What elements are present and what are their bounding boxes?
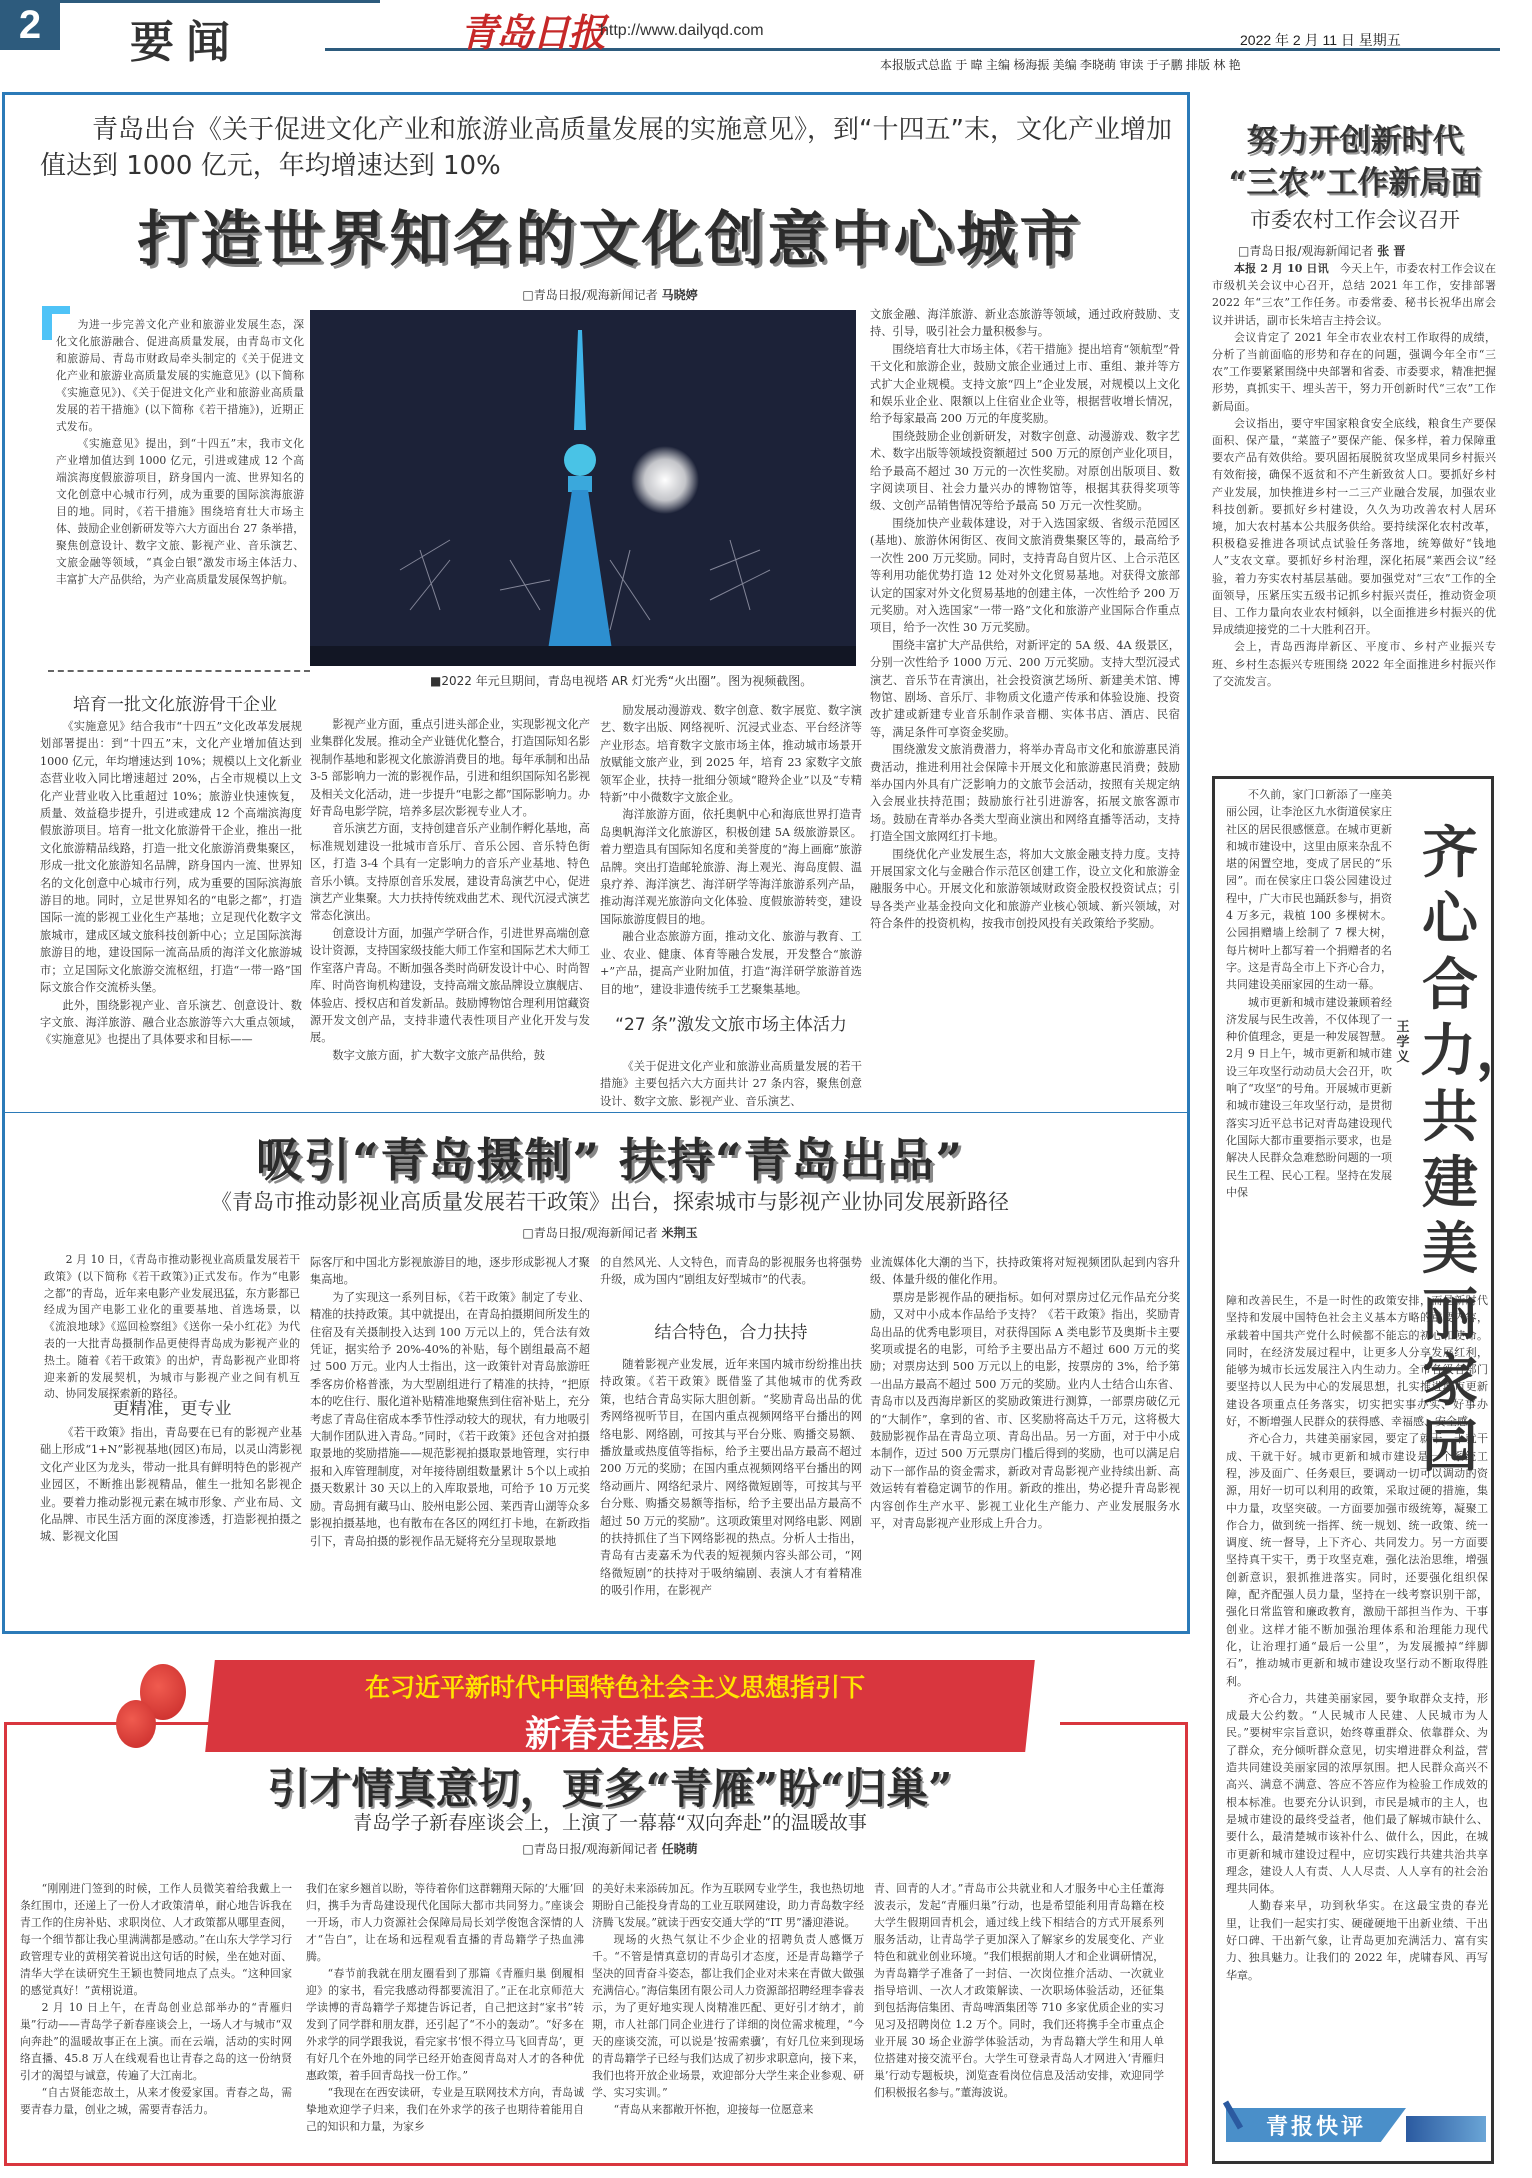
main-subhead-1: 培育一批文化旅游骨干企业 bbox=[73, 695, 277, 715]
newspaper-logo: 青岛日报 bbox=[460, 10, 605, 55]
tv-tower-image bbox=[310, 310, 856, 666]
film-headline: 吸引“青岛摄制” 扶持“青岛出品” bbox=[256, 1133, 964, 1187]
commentary-col-bottom: 障和改善民生，不是一时性的政策安排，而是新时代坚持和发展中国特色社会主义基本方略的重要内容，承载着中国共产党什么时候都不能忘的初心和使命。同时，在经济发展过程中，让更多人分享发展红利，能够为城市长远发展注入内生动力。全市各级各部门要坚持以人民为中心的发展思想，扎实推进城市更新建设各项重点任务落实，切实把实事办实、好事办好，不断增强人民群众的获得感、幸福感、安全感。 齐心合力，共建美丽家园，要定了就干、干就干成、干就干好。城市更新和城市建设是一个系统工程，涉及面广、任务艰巨，要调动一切可以调动的资源，用好一切可以利用的政策，采取过硬的措施，集中力量，攻坚突破。一方面要加强市级统筹，凝聚工作合力，做到统一指挥、统一规划、统一政策、统一调度、统一督导，上下齐心、共同发力。另一方面要坚持真干实干，勇于攻坚克难，强化法治思维，增强创新意识，狠抓推进落实。同时，还要强化组织保障，配齐配强人员力量，坚持在一线考察识别干部，强化日常监管和廉政教育，激励干部担当作为、干事创业。这样才能不断加强治理体系和治理能力现代化，让治理打通“最后一公里”，为发展搬掉“绊脚石”，推动城市更新和城市建设攻坚行动不断取得胜利。 齐心合力，共建美丽家园，要争取群众支持，形成最大公约数。“人民城市人民建、人民城市为人民。”要树牢宗旨意识，始终尊重群众、依靠群众、为了群众，充分倾听群众意见，切实增进群众利益，营造共同建设美丽家园的浓厚氛围。把人民群众高兴不高兴、满意不满意、答应不答应作为检验工作成效的根本标准。也要充分认识到，市民是城市的主人，也是城市建设的最终受益者，他们最了解城市缺什么、要什么，最清楚城市该补什么、做什么，因此，在城市更新和城市建设过程中，应切实践行共建共治共享理念，建设人人有责、人人尽责、人人享有的社会治理共同体。 人勤春来早，功到秋华实。在这最宝贵的春光里，让我们一起实打实、硬碰硬地干出新业绩、干出好口碑、干出新气象，让青岛更加充满活力、富有实力、独具魅力。让我们的 2022 年，虎啸春风、再写华章。 bbox=[1226, 1294, 1488, 1982]
commentary-title: 齐心合力，共建美丽家园 bbox=[1420, 820, 1532, 1480]
commentary-col-top: 不久前，家门口新添了一座美丽公园，让李沧区九水街道侯家庄社区的居民很感惬意。在城市更新和城市建设中，这里由原来杂乱不堪的闲置空地，变成了居民的“乐园”。而在侯家庄口袋公园建设过程中，广大市民也踊跃参与，捐资 4 万多元，栽植 100 多棵树木。公园捐赠墙上绘制了 7 棵大树，每片树叶上都写着一个捐赠者的名字。这是青岛全市上下齐心合力，共同建设美丽家园的生动一幕。 城市更新和城市建设兼顾着经济发展与民生改善，不仅体现了一种价值理念，更是一种发展智慧。2月 9 日上午，城市更新和城市建设三年攻坚行动动员大会召开，吹响了“攻坚”的号角。开展城市更新和城市建设三年攻坚行动，是贯彻落实习近平总书记对青岛建设现代化国际大都市重要指示要求，也是解决人民群众急难愁盼问题的一项民生工程、民心工程。坚持在发展中保 bbox=[1226, 788, 1392, 1199]
main-headline: 打造世界知名的文化创意中心城市 bbox=[137, 205, 1083, 275]
agri-byline: □青岛日报/观海新闻记者 张 晋 bbox=[1238, 244, 1406, 258]
main-subhead-2: “27 条”激发文旅市场主体活力 bbox=[615, 1015, 847, 1035]
page-number: 2 bbox=[0, 0, 60, 50]
main-col-2: 影视产业方面，重点引进头部企业，实现影视文化产业集群化发展。推动全产业链优化整合，打造国际知名影视制作基地和影视文化旅游消费目的地。每年承制和出品 3-5 部影响力一流的影视作品，引进和组织国际知名影视及相关文化活动，进一步提升“电影之都”国际影响力。办好青岛电影学院，培养多层次影视专业人才。 音乐演艺方面，支持创建音乐产业制作孵化基地，高标准规划建设一批城市音乐厅、音乐公园、音乐特色街区，打造 3-4 个具有一定影响力的音乐产业基地、特色音乐小镇。支持原创音乐发展，建设青岛演艺中心，促进演艺产业集聚。大力扶持传统戏曲艺术、现代沉浸式演艺常态化演出。 创意设计方面，加强产学研合作，引进世界高端创意设计资源，支持国家级技能大师工作室和国际艺术大师工作室落户青岛。不断加强各类时尚研发设计中心、时尚智库、时尚咨询机构建设，支持高端文旅品牌设立旗舰店、体验店、授权店和首发新品。鼓励博物馆合理利用馆藏资源开发文创产品，支持非遗代表性项目产业化开发与发展。 数字文旅方面，扩大数字文旅产品供给，鼓 bbox=[310, 718, 590, 1062]
masthead-rule bbox=[140, 0, 380, 3]
talent-col-4: 青、回青的人才。”青岛市公共就业和人才服务中心主任董海波表示，发起“青雁归巢”行动，也是希望能利用青岛籍在校大学生假期回青机会，通过线上线下相结合的方式开展系列服务活动，让青岛学子更加深入了解家乡的发展变化、产业特色和就业创业环境。“我们根据前期人才和企业调研情况，为青岛籍学子准备了一封信、一次岗位推介活动、一次就业指导培训、一次人才政策解读、一次职场体验活动，还征集到包括海信集团、青岛啤酒集团等 710 多家优质企业的实习见习及招聘岗位 1.2 万个。同时，我们还将携手全市重点企业开展 30 场企业游学体验活动，为青岛籍大学生和用人单位搭建对接交流平台。大学生可登录青岛人才网进入‘青雁归巢’行动专题板块，浏览查看岗位信息及活动安排，欢迎同学们积极报名参与。”董海波说。 bbox=[874, 1882, 1164, 2099]
talent-col-1: “刚刚进门签到的时候，工作人员微笑着给我戴上一条红围巾，还递上了一份人才政策清单，耐心地告诉我在青工作的住房补贴、求职岗位、人才政策都从哪里查阅，每一个细节都让我心里满满都是感动。”在山东大学学习行政管理专业的黄栩笑着说出这句话的时候，坐在她对面、清华大学在读研究生王颖也赞同地点了点头。“这种回家的感觉真好！”黄栩说道。 2 月 10 日上午，在青岛创业总部举办的“青雁归巢”行动——青岛学子新春座谈会上，一场人才与城市“双向奔赴”的温暖故事正在上演。而在云端，活动的实时网络直播、45.8 万人在线观看也让青春之岛的这一份纳贤引才的渴望与诚意，传遍了大江南北。 “自古贤能恋故土，从来才俊爱家国。青春之岛，需要青春力量，创业之城，需要青春活力。 bbox=[20, 1882, 292, 2116]
talent-headline: 引才情真意切，更多“青雁”盼“归巢” bbox=[267, 1764, 953, 1813]
column-logo-text: 青报快评 bbox=[1266, 2114, 1367, 2140]
lantern-icon bbox=[116, 1700, 156, 1748]
main-byline: □青岛日报/观海新闻记者 马晓婷 bbox=[522, 288, 698, 302]
agri-body: 本报 2 月 10 日讯 今天上午，市委农村工作会议在市级机关会议中心召开，总结 2021 年工作，安排部署 2022 年“三农”工作任务。市委常委、秘书长祝华出席会议并讲话，副市长朱培吉主持会议。 会议肯定了 2021 年全市农业农村工作取得的成绩，分析了当前面临的形势和存在的问题，强调今年全市“三农”工作要紧紧围绕中央部署和省委、市委要求，精准把握形势，真抓实干、埋头苦干，努力开创新时代“三农”工作新局面。 会议指出，要守牢国家粮食安全底线，粮食生产要保面积、保产量，“菜篮子”要保产能、保多样，着力保障重要农产品有效供给。要巩固拓展脱贫攻坚成果同乡村振兴有效衔接，确保不返贫和不产生新致贫人口。要抓好乡村产业发展，加快推进乡村一二三产业融合发展，加强农业科技创新。要抓好乡村建设，久久为功改善农村人居环境，加大农村基本公共服务供给。要持续深化农村改革，积极稳妥推进各项试点试验任务落地，统筹做好“钱地人”支农文章。要抓好乡村治理，深化拓展“莱西会议”经验，着力夯实农村基层基础。要加强党对“三农”工作的全面领导，压紧压实五级书记抓乡村振兴责任，推动资金项目、工作力量向农业农村倾斜，以全面推进乡村振兴的优异成绩迎接党的二十大胜利召开。 会上，青岛西海岸新区、平度市、乡村产业振兴专班、乡村生态振兴专班围绕 2022 年全面推进乡村振兴作了交流发言。 bbox=[1212, 262, 1497, 688]
divider bbox=[48, 670, 310, 672]
main-col-3: 励发展动漫游戏、数字创意、数字展览、数字演艺、数字出版、网络视听、沉浸式业态、平台经济等产业形态。培育数字文旅市场主体，推动城市场景开放赋能文旅产业，到 2025 年，培育 23 家数字文旅领军企业，扶持一批细分领域“瞪羚企业”以及“专精特新”中小微数字文旅企业。 海洋旅游方面，依托奥帆中心和海底世界打造青岛奥帆海洋文化旅游区，积极创建 5A 级旅游景区。着力塑造具有国际知名度和美誉度的“海上画廊”旅游品牌。突出打造邮轮旅游、海上观光、海岛度假、温泉疗养、海洋演艺、海洋研学等海洋旅游系列产品，推动海洋观光旅游向文化体验、度假旅游转变，建设国际旅游度假目的地。 融合业态旅游方面，推动文化、旅游与教育、工业、农业、健康、体育等融合发展，开发整合“旅游+”产品，提高产业附加值，打造“海洋研学旅游首选目的地”，建设非遗传统手工艺聚集基地。 bbox=[600, 704, 862, 996]
newspaper-url[interactable]: http://www.dailyqd.com bbox=[600, 22, 764, 39]
agri-headline: 努力开创新时代 “三农”工作新局面 bbox=[1228, 123, 1482, 201]
film-col-2: 际客厅和中国北方影视旅游目的地，逐步形成影视人才聚集高地。 为了实现这一系列目标，《若干政策》制定了专业、精准的扶持政策。其中就提出，在青岛拍摄期间所发生的住宿及有关摄制投入达到 100 万元以上的，凭合法有效凭证，据实给予 20%-40%的补贴，每个剧组最高不超过 500 万元。业内人士指出，这一政策针对青岛旅游旺季客房价格普涨，为大型剧组进行了精准的扶持，“把原本的吃住行、服化道补贴精准地聚焦到住宿补贴上，充分考虑了青岛住宿成本季节性浮动较大的现状，有力地吸引大制作团队进入青岛。”同时，《若干政策》还包含对拍摄取景地的奖励措施——规范影视拍摄取景地管理，实行申报和入库管理制度，对年接待剧组数量累计 5个以上或拍摄天数累计 30 天以上的入库取景地，可给予 10 万元奖励。青岛拥有藏马山、胶州电影公园、莱西青山湖等众多影视拍摄基地，也有散布在各区的网红打卡地，在新政指引下，青岛拍摄的影视作品无疑将充分呈现取景地 bbox=[310, 1256, 590, 1548]
section-title: 要闻 bbox=[130, 17, 242, 68]
banner-subtitle: 新春走基层 bbox=[524, 1713, 705, 1755]
main-lead: 为进一步完善文化产业和旅游业发展生态，深化文化旅游融合、促进高质量发展，由青岛市文化和旅游局、青岛市财政局牵头制定的《关于促进文化产业和旅游业高质量发展的实施意见》(以下简称《实施意见》)、《关于促进文化产业和旅游业高质量发展的若干措施》(以下简称《若干措施》)，近期正式发布。 《实施意见》提出，到“十四五”末，我市文化产业增加值达到 1000 亿元，引进或建成 12 个高端滨海度假旅游项目，跻身国内一流、世界知名的文化创意中心城市行列，成为重要的国际滨海旅游目的地。同时，《若干措施》围绕培育壮大市场主体、鼓励企业创新研发等六大方面出台 27 条举措，聚焦创意设计、数字文旅、影视产业、音乐演艺、文旅金融等领域，“真金白银”激发市场主体活力、丰富扩大产品供给，为产业高质量发展保驾护航。 bbox=[56, 318, 304, 586]
film-byline: □青岛日报/观海新闻记者 米荆玉 bbox=[522, 1226, 698, 1240]
main-col-1: 《实施意见》结合我市“十四五”文化改革发展规划部署提出：到“十四五”末，文化产业增加值达到 1000 亿元，年均增速达到 10%；规模以上文化新业态营业收入同比增速超过 20%，占全市规模以上文化产业营业收入比重超过 10%；旅游业快速恢复，质量、效益稳步提升，引进或建成 12 个高端滨海度假旅游项目。培育一批文化旅游骨干企业，推出一批文化旅游精品线路，打造一批文化旅游消费集聚区，形成一批文化旅游知名品牌，跻身国内一流、世界知名的文化创意中心城市行列，成为重要的国际滨海旅游目的地。同时，立足世界知名的“电影之都”，打造国际一流的影视工业化生产基地；立足现代化数字文旅城市，建成区域文旅科技创新中心；立足国际滨海旅游目的地，建设国际一流高品质的海洋文化旅游城市；立足国际文化旅游交流枢纽，打造“一带一路”国际文旅合作交流桥头堡。 此外，围绕影视产业、音乐演艺、创意设计、数字文旅、海洋旅游、融合业态旅游等六大重点领域，《实施意见》也提出了具体要求和目标—— bbox=[40, 720, 302, 1047]
staff-credits: 本报版式总监 于 暐 主编 杨海振 美编 李晓萌 审读 于子鹏 排版 林 艳 bbox=[880, 58, 1241, 72]
issue-date: 2022 年 2 月 11 日 星期五 bbox=[1240, 32, 1401, 48]
column-logo bbox=[1226, 2100, 1486, 2142]
agri-dateline: 本报 2 月 10 日讯 bbox=[1234, 262, 1329, 275]
agri-subtitle: 市委农村工作会议召开 bbox=[1250, 208, 1460, 232]
banner-title: 在习近平新时代中国特色社会主义思想指引下 bbox=[364, 1673, 865, 1702]
talent-byline: □青岛日报/观海新闻记者 任晓萌 bbox=[522, 1842, 698, 1856]
film-lead: 2 月 10 日，《青岛市推动影视业高质量发展若干政策》(以下简称《若干政策》)正式发布。作为“电影之都”的青岛，近年来电影产业发展迅猛，东方影都已经成为国产电影工业化的重要基地、首选场景，以《流浪地球》《巡回检察组》《送你一朵小红花》为代表的一大批青岛摄制作品更使得青岛成为影视产业的热土。随着《若干政策》的出炉，青岛影视产业即将迎来新的发展契机，为城市与影视产业之间有机互动、协同发展探索新的路径。 bbox=[44, 1253, 300, 1401]
film-col-3a: 的自然风光、人文特色，而青岛的影视服务也将强势升级，成为国内“剧组友好型城市”的代表。 bbox=[600, 1256, 862, 1287]
talent-col-2: 我们在家乡翘首以盼，等待着你们这群翱翔天际的‘大雁’回归，携手为青岛建设现代化国际大都市共同努力。”座谈会一开场，市人力资源社会保障局局长刘学俊饱含深情的人才“告白”，让在场和远程观看直播的青岛籍学子热血沸腾。 “春节前我就在朋友圈看到了那篇《青雁归巢 倒履相迎》的家书，看完我感动得都要流泪了。”正在北京师范大学读博的青岛籍学子郑捷告诉记者，自己把这封“家书”转发到了同学群和朋友群，还引起了“不小的轰动”。“好多在外求学的同学跟我说，看完家书‘恨不得立马飞回青岛’，更有好几个在外地的同学已经开始查阅青岛对人才的各种优惠政策，着手回青岛找一份工作。” “我现在在西安读研，专业是互联网技术方向，青岛诚挚地欢迎学子归来，我们在外求学的孩子也期待着能用自己的知识和力量，为家乡 bbox=[306, 1882, 584, 2133]
talent-subtitle: 青岛学子新春座谈会上，上演了一幕幕“双向奔赴”的温暖故事 bbox=[353, 1812, 867, 1834]
film-col-3b: 随着影视产业发展，近年来国内城市纷纷推出扶持政策。《若干政策》既借鉴了其他城市的优秀政策，也结合青岛实际大胆创新。“奖励青岛出品的优秀网络视听节目，在国内重点视频网络平台播出的网络电影、网络剧，可按其与平台分账、购播交易额、播放量或热度值等指标，给予主要出品方最高不超过 200 万元的奖励；在国内重点视频网络平台播出的网络动画片、网络纪录片、网络微短剧等，可按其与平台分账、购播交易额等指标，给予主要出品方最高不超过 50 万元的奖励”。这项政策里对网络电影、网剧的扶持抓住了当下网络影视的热点。分析人士指出，青岛有古麦嘉禾为代表的短视频内容头部公司，“网络微短剧”的扶持对于吸纳编剧、表演人才有着精准的吸引作用，在影视产 bbox=[600, 1358, 863, 1598]
main-col-4: 文旅金融、海洋旅游、新业态旅游等领域，通过政府鼓励、支持、引导，吸引社会力量积极参与。 围绕培育壮大市场主体，《若干措施》提出培育“领航型”骨干文化和旅游企业，鼓励文旅企业通过上市、重组、兼并等方式扩大企业规模。支持文旅“四上”企业发展，对规模以上文化和娱乐业企业、限额以上住宿业企业等，根据营收增长情况，给予每家最高 200 万元的年度奖励。 围绕鼓励企业创新研发，对数字创意、动漫游戏、数字艺术、数字出版等领域投资额超过 500 万元的原创产业化项目，给予最高不超过 30 万元的一次性奖励。对原创出版项目、数字阅读项目、社会力量兴办的博物馆等，根据其获得奖项等级、文创产品销售情况等给予最高 50 万元一次性奖励。 围绕加快产业载体建设，对于入选国家级、省级示范园区(基地)、旅游休闲街区、夜间文旅消费集聚区等的，最高给予一次性 200 万元奖励。同时，支持青岛自贸片区、上合示范区等利用功能优势打造 12 处对外文化贸易基地。对获得文旅部认定的国家对外文化贸易基地的创建主体，一次性给予 200 万元奖励。对入选国家“一带一路”文化和旅游产业国际合作重点项目，给予一次性 30 万元奖励。 围绕丰富扩大产品供给，对新评定的 5A 级、4A 级景区，分别一次性给予 1000 万元、200 万元奖励。支持大型沉浸式演艺、音乐节在青演出，社会投资演艺场所、新建美术馆、博物馆、剧场、音乐厅、非物质文化遗产传承和体验设施、投资改扩建或新建专业音乐制作录音棚、实体书店、酒店、民宿等，满足条件可享资金奖励。 围绕激发文旅消费潜力，将举办青岛市文化和旅游惠民消费活动，推进利用社会保障卡开展文化和旅游惠民消费；鼓励举办国内外具有广泛影响力的文旅节会活动，按照有关规定纳入会展业扶持范围；鼓励旅行社引进游客，拓展文旅客源市场。鼓励在青举办各类大型商业演出和网络直播等活动，支持打造全国文旅网红打卡地。 围绕优化产业发展生态，将加大文旅金融支持力度。支持开展国家文化与金融合作示范区创建工作，设立文化和旅游金融服务中心。开展文化和旅游领域财政资金股权投资试点；引导各类产业基金投向文化和旅游产业核心领域、新兴领域，对符合条件的投资机构，按我市创投风投有关政策给予奖励。 bbox=[870, 308, 1180, 931]
main-kicker: 青岛出台《关于促进文化产业和旅游业高质量发展的实施意见》，到“十四五”末，文化产业增加值达到 1000 亿元，年均增速达到 10% bbox=[40, 115, 1172, 181]
talent-col-3: 的美好未来添砖加瓦。作为互联网专业学生，我也热切地期盼自己能投身青岛的工业互联网建设，助力青岛数字经济腾飞发展。”就读于西安交通大学的“IT 男”潘迎港说。 现场的火热气氛让不少企业的招聘负责人感慨万千。“不管是情真意切的青岛引才态度，还是青岛籍学子坚决的回青奋斗姿态，都让我们企业对未来在青做大做强充满信心。”海信集团有限公司人力资源部招聘经理李睿表示，为了更好地实现人岗精准匹配、更好引才纳才，前期，市人社部门同企业进行了详细的岗位需求梳理，“今天的座谈交流，可以说是‘按需索骥’，有好几位来到现场的青岛籍学子已经与我们达成了初步求职意向，接下来，我们也将开放企业场景，欢迎部分大学生来企业参观、研学、实习实训。” “青岛从来都敞开怀抱，迎接每一位愿意来 bbox=[592, 1882, 864, 2116]
film-subtitle: 《青岛市推动影视业高质量发展若干政策》出台，探索城市与影视产业协同发展新路径 bbox=[211, 1190, 1009, 1214]
main-col-3b: 《关于促进文化产业和旅游业高质量发展的若干措施》主要包括六大方面共计 27 条内容，聚焦创意设计、数字文旅、影视产业、音乐演艺、 bbox=[600, 1060, 862, 1108]
skyline-icon bbox=[1406, 2116, 1486, 2142]
film-subhead-1: 更精准，更专业 bbox=[112, 1399, 232, 1419]
commentary-author: 王学义 bbox=[1396, 1020, 1410, 1065]
film-subhead-2: 结合特色，合力扶持 bbox=[654, 1323, 808, 1343]
lead-marker bbox=[42, 306, 70, 314]
masthead-rule bbox=[60, 0, 145, 3]
film-col-4: 业流媒体化大潮的当下，扶持政策将对短视频团队起到内容升级、体量升级的催化作用。 票房是影视作品的硬指标。如何对票房过亿元作品充分奖励，又对中小成本作品给予支持？《若干政策》指出，奖励青岛出品的优秀电影项目，对获得国际 A 类电影节及奥斯卡主要奖项或提名的电影，可给予主要出品方不超过 600 万元的奖励；对票房达到 500 万元以上的电影，按票房的 3%，给予第一出品方最高不超过 500 万元的奖励。业内人士结合山东省、青岛市以及西海岸新区的奖励政策进行测算，一部票房破亿元的“大制作”，拿到的省、市、区奖励将高达千万元，这将极大鼓励影视作品在青岛立项、青岛出品。另一方面，对于中小成本制作，迈过 500 万元票房门槛后得到的奖励，也可以满足启动下一部作品的资金需求，新政对青岛影视产业持续出新、高效运转有着稳定调节的作用。新政的推出，势必提升青岛影视内容创作生产水平、影视工业化生产能力、产业发展服务水平，对青岛影视产业形成上升合力。 bbox=[870, 1256, 1180, 1531]
tv-tower-photo bbox=[310, 310, 856, 666]
photo-caption: ■2022 年元旦期间，青岛电视塔 AR 灯光秀“火出圈”。图为视频截图。 bbox=[430, 674, 813, 688]
film-col-1b: 《若干政策》指出，青岛要在已有的影视产业基础上形成“1+N”影视基地(园区)布局，以灵山湾影视文化产业区为龙头，带动一批具有鲜明特色的影视产业园区，不断推出影视精品，催生一批知名影视企业。要着力推动影视元素在城市形象、产业布局、文化品牌、市民生活方面的深度渗透，打造影视拍摄之城、影视文化国 bbox=[40, 1426, 302, 1544]
section-divider bbox=[5, 1112, 1187, 1113]
